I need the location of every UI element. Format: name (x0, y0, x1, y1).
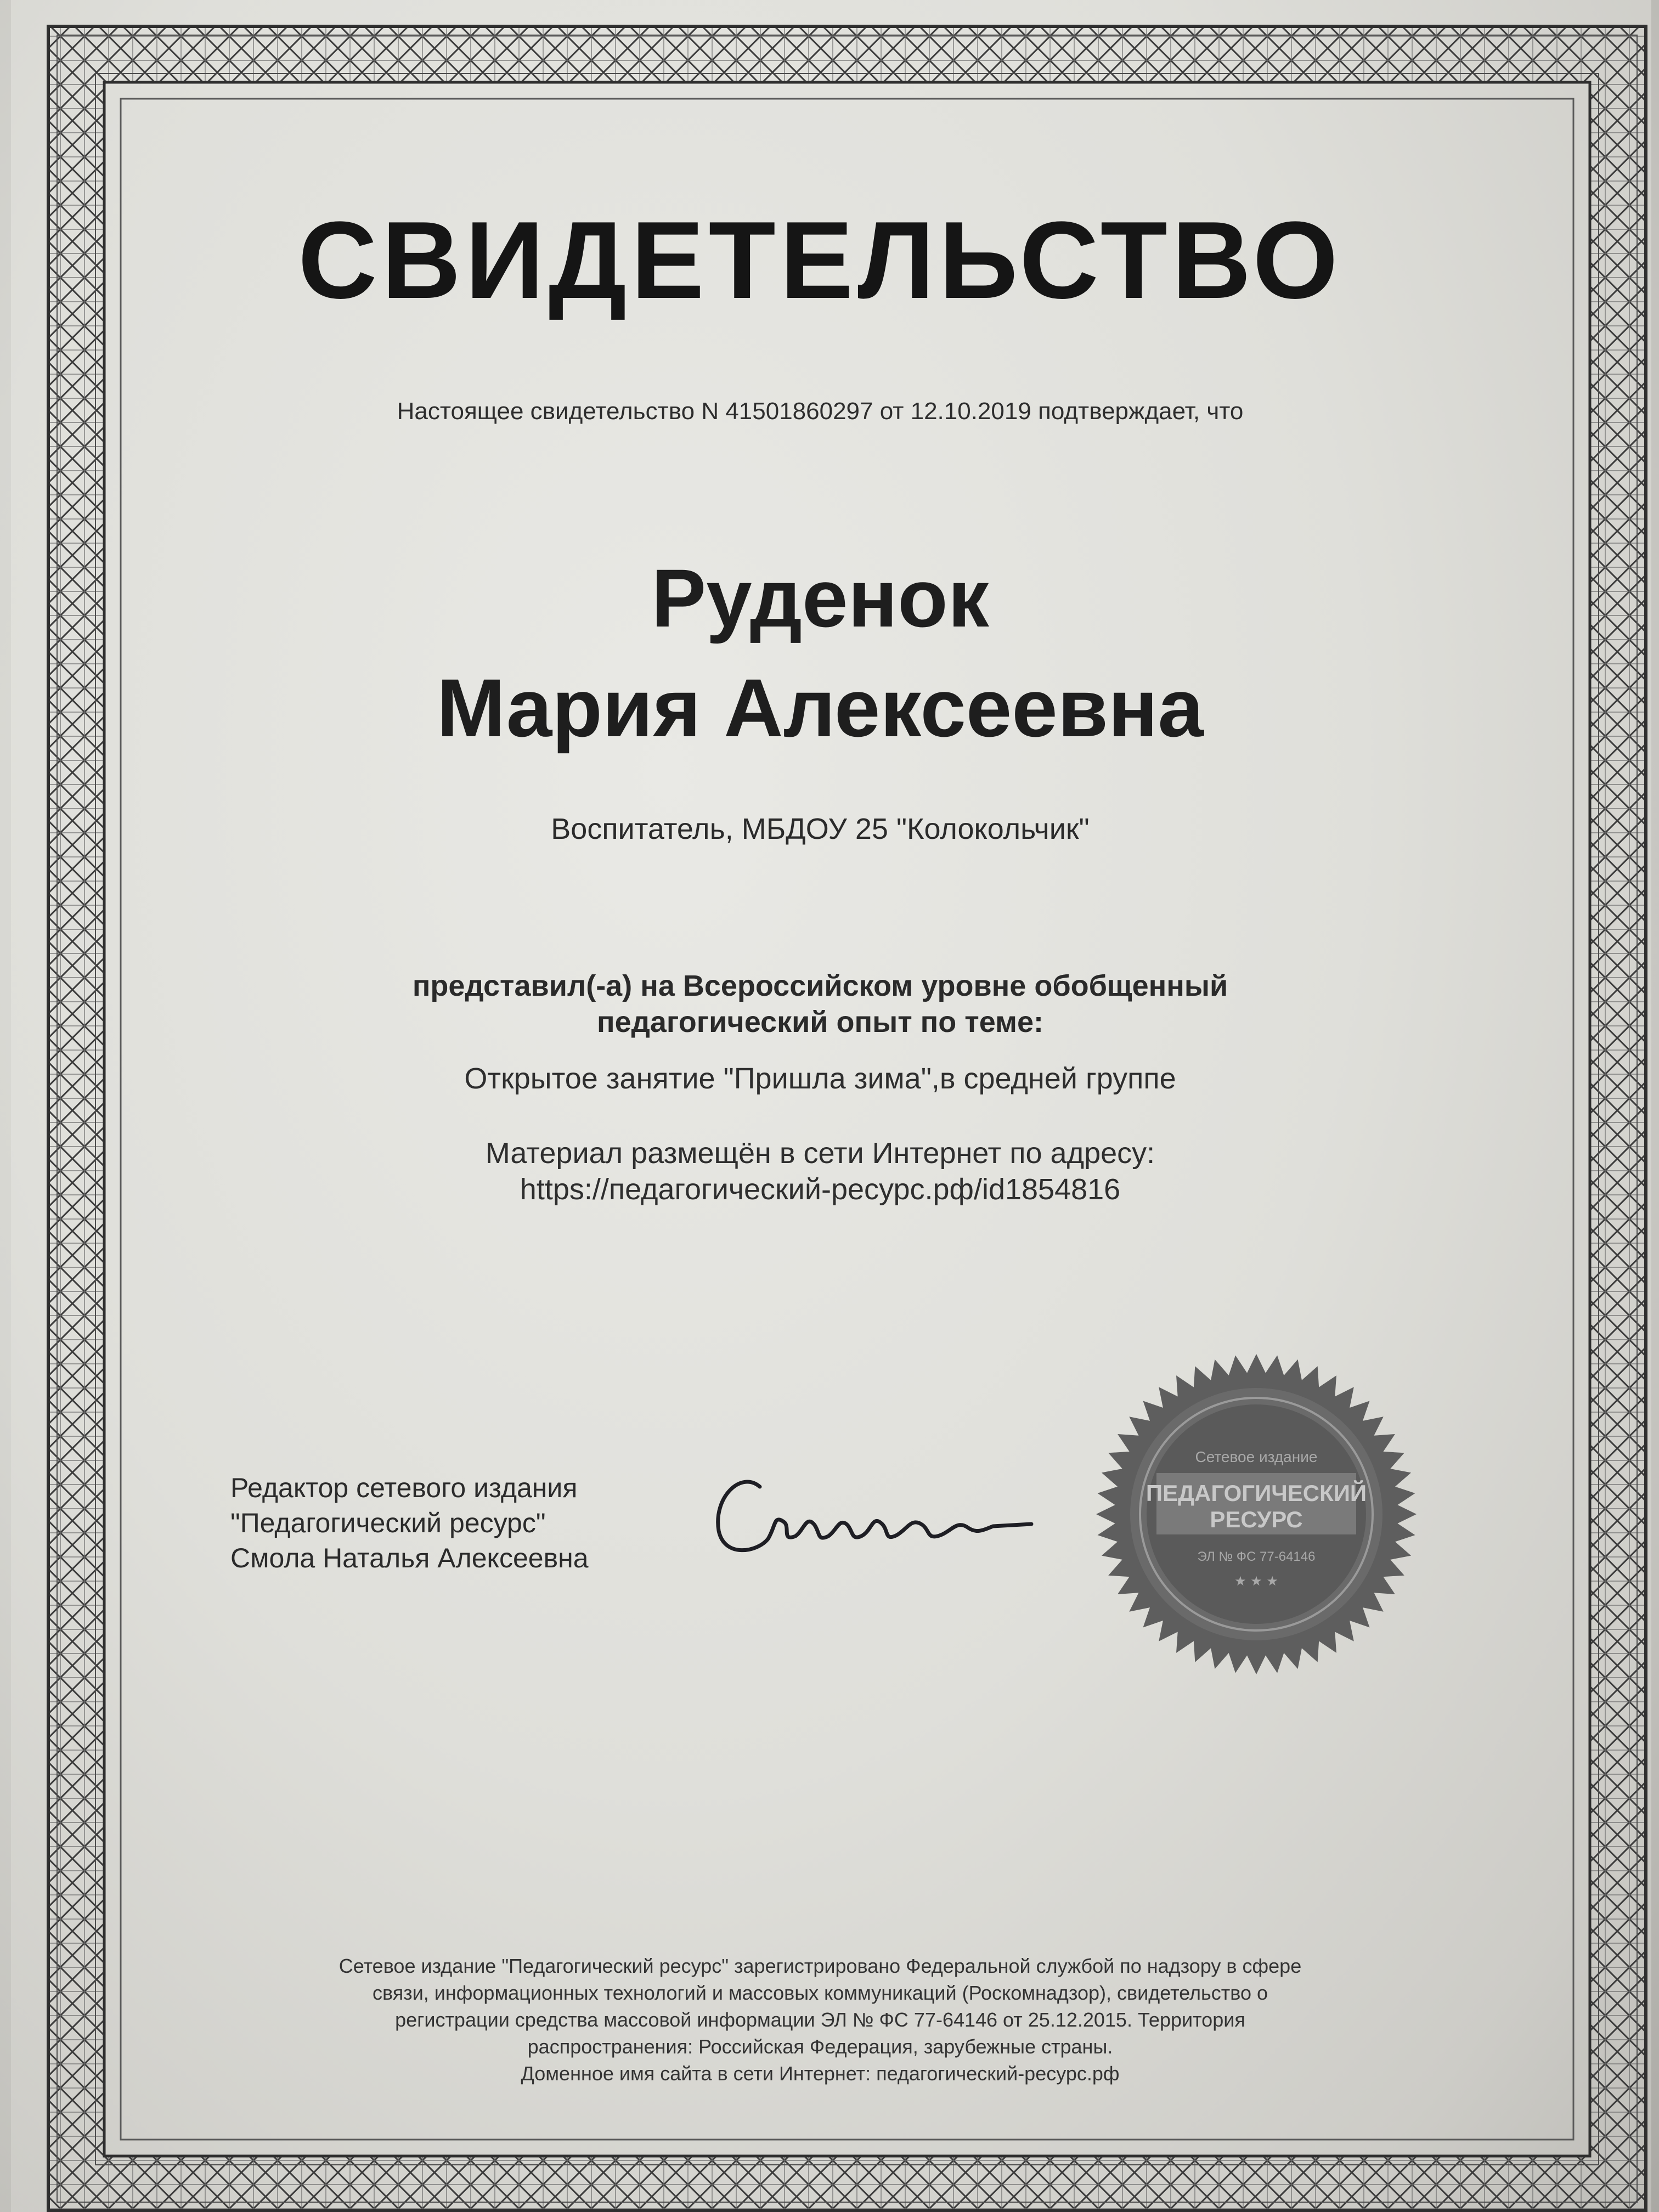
recipient-given-names: Мария Алексеевна (437, 662, 1204, 754)
seal-registration-text: ЭЛ № ФС 77-64146 (1197, 1549, 1316, 1564)
editor-line-1: Редактор сетевого издания (230, 1472, 578, 1503)
recipient-surname: Руденок (651, 552, 989, 644)
material-location (154, 1136, 1487, 1208)
footer-line-4: распространения: Российская Федерация, зарубежные страны. (527, 2035, 1113, 2058)
certificate-number-line: Настоящее свидетельство N 41501860297 от 12.10.2019 подтверждает, что (397, 398, 1244, 425)
registration-footer (208, 1953, 1432, 2087)
material-url: https://педагогический-ресурс.рф/id1854816 (520, 1172, 1121, 1206)
presented-statement (154, 968, 1487, 1041)
footer-line-5: Доменное имя сайта в сети Интернет: педагогический-ресурс.рф (521, 2062, 1120, 2085)
seal-main-line-2: РЕСУРС (1210, 1506, 1303, 1532)
publication-seal (1092, 1350, 1421, 1679)
certificate-title: СВИДЕТЕЛЬСТВО (298, 199, 1342, 321)
footer-line-2: связи, информационных технологий и массовых коммуникаций (Роскомнадзор), свидетельство о (372, 1981, 1268, 2004)
seal-main-line-1: ПЕДАГОГИЧЕСКИЙ (1146, 1480, 1367, 1506)
editor-line-3: Смола Наталья Алексеевна (230, 1543, 589, 1573)
footer-line-1: Сетевое издание "Педагогический ресурс" зарегистрировано Федеральной службой по надзору в сфере (338, 1955, 1302, 1977)
experience-topic: Открытое занятие "Пришла зима",в средней группе (464, 1062, 1176, 1095)
presented-line-2: педагогический опыт по теме: (596, 1005, 1044, 1039)
editor-block (230, 1470, 589, 1576)
editor-line-2: "Педагогический ресурс" (230, 1508, 546, 1538)
recipient-position: Воспитатель, МБДОУ 25 "Колокольчик" (551, 812, 1090, 845)
footer-line-3: регистрации средства массовой информации ЭЛ № ФС 77-64146 от 25.12.2015. Территория (395, 2008, 1245, 2031)
editor-signature (708, 1448, 1037, 1580)
material-label: Материал размещён в сети Интернет по адресу: (485, 1137, 1155, 1170)
seal-stars: ★ ★ ★ (1234, 1573, 1278, 1589)
seal-top-text: Сетевое издание (1195, 1448, 1318, 1465)
presented-line-1: представил(-а) на Всероссийском уровне обобщенный (412, 969, 1228, 1002)
